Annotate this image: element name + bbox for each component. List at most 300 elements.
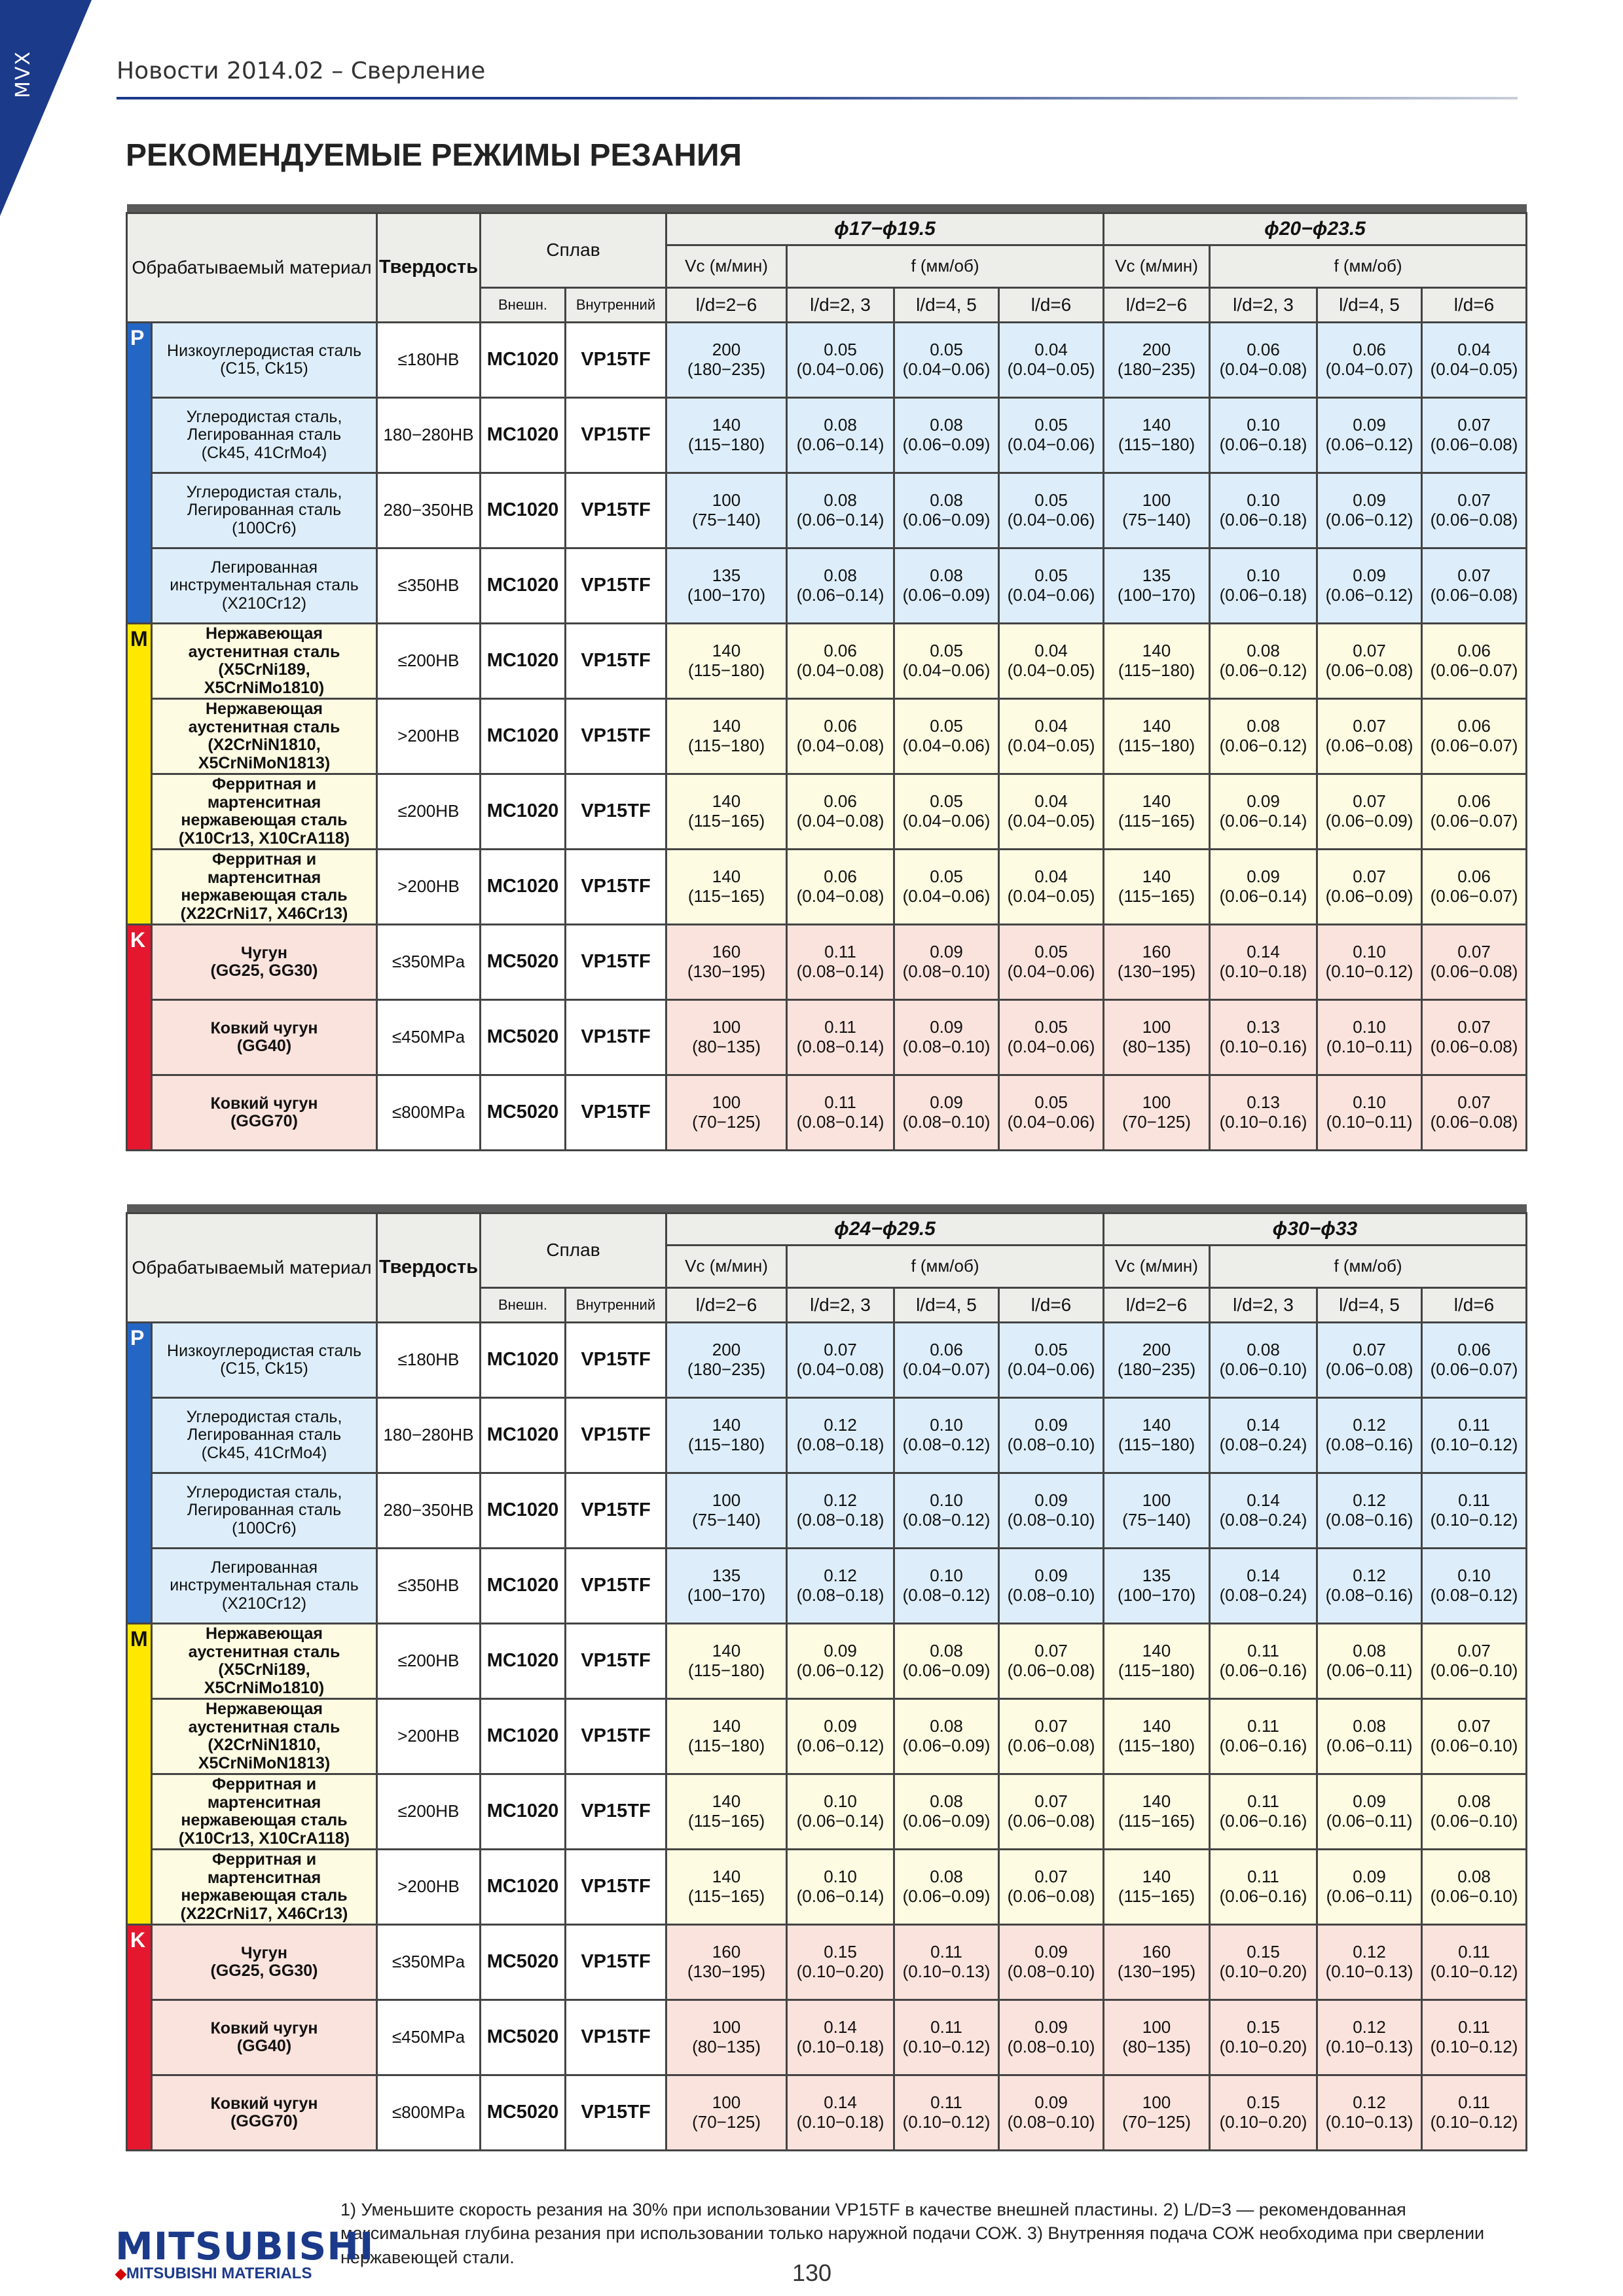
material-line: Углеродистая сталь, [186,1407,342,1426]
value-range: (0.06−0.11) [1326,1660,1413,1680]
value-range: (0.08−0.10) [1007,2037,1095,2056]
value-range: (0.06−0.18) [1219,435,1307,454]
value-main: 0.08 [930,1791,963,1812]
hardness-value: ≤350HB [377,1549,481,1624]
value-cell [999,774,1104,850]
value-range: (0.04−0.06) [1007,1037,1095,1056]
page-number: 130 [792,2259,832,2286]
material-line: Нержавеющая [205,1624,323,1643]
header-internal: Внутренний [566,1288,666,1323]
value-range: (0.06−0.07) [1430,1359,1518,1379]
material-line: Низкоуглеродистая сталь [167,341,361,360]
value-main: 140 [712,716,741,736]
material-line: Легированная [210,1558,318,1577]
value-cell [787,398,894,473]
value-main: 0.08 [930,1867,963,1887]
value-cell [1104,1925,1210,2000]
value-cell [1104,1850,1210,1925]
value-main: 0.11 [930,1942,962,1962]
value-range: (180−235) [687,1359,766,1379]
value-range: (0.04−0.06) [902,886,991,906]
value-main: 0.15 [824,1942,857,1962]
value-range: (100−170) [1117,1585,1196,1605]
value-main: 0.10 [930,1415,963,1435]
table-row [127,925,1527,1000]
value-main: 0.09 [1247,791,1280,812]
grade-external: MC1020 [481,1398,566,1473]
value-range: (0.06−0.07) [1430,660,1518,680]
value-cell [1422,1075,1527,1151]
value-cell [1210,1850,1317,1925]
value-main: 0.08 [930,565,963,586]
value-range: (100−170) [687,585,766,605]
value-cell [1317,1473,1422,1549]
value-main: 0.08 [1457,1867,1491,1887]
value-cell [1104,323,1210,398]
header-hardness: Твердость [377,1213,481,1323]
value-main: 0.12 [1353,1566,1386,1586]
value-range: (0.06−0.18) [1219,585,1307,605]
hardness-value: 280−350HB [377,1473,481,1549]
value-range: (0.08−0.10) [1007,1510,1095,1530]
hardness-value: ≤200HB [377,624,481,699]
value-range: (0.06−0.09) [902,510,991,529]
header-vc: Vc (м/мин) [666,245,787,288]
value-main: 140 [712,415,741,435]
value-cell [1422,2000,1527,2075]
value-main: 0.06 [1457,716,1491,736]
value-main: 0.06 [1247,340,1280,360]
value-range: (0.08−0.24) [1219,1435,1307,1454]
value-range: (0.06−0.10) [1430,1660,1518,1680]
value-range: (0.10−0.13) [1325,1962,1413,1981]
grade-internal: VP15TF [566,1850,666,1925]
value-range: (0.08−0.18) [796,1585,884,1605]
material-line: Ферритная и [211,1775,317,1793]
side-tab-label: MVX [12,50,35,98]
value-range: (115−165) [1118,811,1195,831]
value-cell [787,850,894,925]
value-cell [1210,1699,1317,1774]
value-cell [1210,1323,1317,1398]
value-main: 0.11 [1247,1867,1279,1887]
value-main: 0.12 [1353,1490,1386,1511]
value-main: 160 [1142,1942,1171,1962]
header-ld2: l/d=2, 3 [1210,288,1317,323]
material-line: Ковкий чугун [210,2018,318,2037]
value-range: (0.08−0.10) [1007,1435,1095,1454]
header-alloy: Сплав [481,1213,666,1288]
value-main: 0.12 [824,1566,857,1586]
grade-external: MC1020 [481,1549,566,1624]
value-cell [666,1000,787,1075]
material-name [152,2075,377,2151]
value-main: 0.06 [824,867,857,887]
material-line: инструментальная сталь [170,576,359,595]
value-range: (0.06−0.14) [796,435,884,454]
value-main: 0.09 [1034,1415,1068,1435]
value-main: 0.12 [1353,2092,1386,2113]
header-material: Обрабатываемый материал [127,1213,377,1323]
value-cell [1210,1398,1317,1473]
value-cell [666,624,787,699]
value-range: (0.06−0.10) [1430,1811,1518,1831]
value-main: 0.04 [1034,791,1068,812]
value-cell [666,1624,787,1699]
value-cell [999,2075,1104,2151]
material-line: Ферритная и [211,850,317,869]
value-cell [1104,774,1210,850]
grade-external: MC5020 [481,2000,566,2075]
page-title: РЕКОМЕНДУЕМЫЕ РЕЖИМЫ РЕЗАНИЯ [126,138,742,173]
material-line: Легированная [210,558,318,577]
material-group-k: K [127,1925,152,2151]
value-cell [1210,1075,1317,1151]
grade-internal: VP15TF [566,624,666,699]
value-range: (75−140) [692,510,761,529]
material-line: (X22CrNi17, X46Cr13) [180,904,348,923]
value-range: (0.10−0.12) [1430,2037,1518,2056]
grade-internal: VP15TF [566,850,666,925]
value-cell [1104,1774,1210,1850]
value-cell [1210,774,1317,850]
header-ld4: l/d=6 [999,1288,1104,1323]
material-line: Ковкий чугун [210,1094,318,1113]
grade-external: MC1020 [481,699,566,774]
value-range: (0.04−0.06) [902,811,991,831]
value-main: 0.11 [930,2017,962,2037]
value-main: 0.07 [1353,716,1386,736]
value-range: (0.04−0.07) [1325,359,1413,379]
value-main: 0.08 [930,415,963,435]
header-diameter-range-1: ϕ17−ϕ19.5 [666,213,1104,245]
material-line: Легированная сталь [187,425,342,444]
value-range: (0.08−0.10) [902,1037,991,1056]
value-range: (0.04−0.05) [1007,660,1095,680]
value-cell [787,1850,894,1925]
value-cell [787,473,894,548]
value-main: 0.09 [1247,867,1280,887]
grade-internal: VP15TF [566,398,666,473]
value-cell [1422,2075,1527,2151]
material-line: нержавеющая сталь [181,811,348,829]
value-cell [999,323,1104,398]
corner-tab [0,0,92,216]
value-cell [1104,925,1210,1000]
value-main: 0.09 [824,1641,857,1661]
table-row [127,1925,1527,2000]
material-name [152,323,377,398]
value-range: (0.08−0.24) [1219,1585,1307,1605]
material-line: Нержавеющая [205,624,323,643]
grade-external: MC1020 [481,1624,566,1699]
value-cell [999,398,1104,473]
value-range: (0.06−0.18) [1219,510,1307,529]
value-range: (115−180) [687,1435,765,1454]
material-line: (C15, Ck15) [220,359,308,378]
value-main: 140 [1142,1867,1171,1887]
value-main: 100 [1142,1490,1171,1511]
header-vc: Vc (м/мин) [666,1246,787,1288]
value-main: 0.10 [1247,415,1280,435]
value-main: 160 [1142,942,1171,962]
value-main: 140 [1142,1791,1171,1812]
material-line: мартенситная [207,868,321,887]
value-main: 140 [1142,867,1171,887]
value-range: (180−235) [1117,1359,1196,1379]
value-cell [1104,2075,1210,2151]
value-cell [1317,1699,1422,1774]
value-range: (0.06−0.14) [796,585,884,605]
material-line: инструментальная сталь [170,1576,359,1595]
value-range: (115−180) [1118,1435,1195,1454]
value-cell [999,1000,1104,1075]
value-main: 0.09 [930,1092,963,1113]
value-range: (0.04−0.06) [1007,1359,1095,1379]
material-line: мартенситная [207,1868,321,1887]
value-range: (75−140) [692,1510,761,1530]
table-row [127,699,1527,774]
hardness-value: 180−280HB [377,398,481,473]
value-cell [894,774,999,850]
value-range: (0.10−0.13) [1325,2112,1413,2132]
hardness-value: ≤200HB [377,774,481,850]
value-cell [1210,2075,1317,2151]
grade-internal: VP15TF [566,774,666,850]
value-range: (0.08−0.16) [1325,1510,1413,1530]
value-cell [787,1398,894,1473]
header-ld2: l/d=2, 3 [787,288,894,323]
material-name [152,1075,377,1151]
value-range: (0.08−0.18) [796,1435,884,1454]
table-top-bar [127,1204,1527,1213]
value-main: 0.06 [930,1340,963,1360]
material-line: (X22CrNi17, X46Cr13) [180,1904,348,1923]
value-range: (0.06−0.11) [1326,1736,1413,1755]
value-cell [999,473,1104,548]
value-main: 140 [712,791,741,812]
material-line: Чугун [241,943,287,962]
value-main: 200 [712,1340,741,1360]
header-diameter-range-2: ϕ30−ϕ33 [1104,1213,1527,1246]
material-line: аустенитная сталь [188,642,340,661]
value-main: 0.11 [1458,1490,1490,1511]
table-row [127,1000,1527,1075]
value-main: 135 [712,1566,741,1586]
value-cell [1104,2000,1210,2075]
value-range: (0.08−0.14) [796,1037,884,1056]
value-main: 0.09 [930,942,963,962]
value-main: 140 [1142,791,1171,812]
hardness-value: 180−280HB [377,1398,481,1473]
value-cell [666,1473,787,1549]
value-cell [666,1549,787,1624]
header-ld3: l/d=4, 5 [894,1288,999,1323]
value-range: (0.04−0.08) [796,811,884,831]
material-line: X5CrNiMoN1813) [198,753,331,772]
value-cell [999,1850,1104,1925]
value-main: 140 [712,1716,741,1736]
hardness-value: ≤450MPa [377,2000,481,2075]
value-main: 140 [712,1791,741,1812]
material-line: аустенитная сталь [188,717,340,736]
value-cell [894,323,999,398]
value-range: (0.06−0.08) [1430,1112,1518,1132]
value-range: (115−165) [1118,1811,1195,1831]
value-main: 0.04 [1034,340,1068,360]
table-row [127,398,1527,473]
value-range: (0.06−0.14) [796,1811,884,1831]
material-line: мартенситная [207,793,321,812]
header-ld4: l/d=6 [1422,288,1527,323]
material-group-k: K [127,925,152,1151]
table-row [127,323,1527,398]
value-main: 100 [1142,2017,1171,2037]
value-cell [1317,925,1422,1000]
value-cell [1317,850,1422,925]
value-range: (0.06−0.14) [796,510,884,529]
value-cell [666,774,787,850]
material-name [152,398,377,473]
value-main: 0.11 [1247,1641,1279,1661]
header-internal: Внутренний [566,288,666,323]
grade-external: MC1020 [481,1323,566,1398]
value-main: 0.06 [1353,340,1386,360]
value-cell [1422,323,1527,398]
value-main: 0.07 [1034,1867,1068,1887]
value-cell [1104,699,1210,774]
grade-internal: VP15TF [566,1473,666,1549]
value-range: (0.04−0.08) [796,886,884,906]
value-range: (0.10−0.12) [902,2112,991,2132]
value-cell [1210,323,1317,398]
hardness-value: ≤350HB [377,548,481,624]
value-range: (0.10−0.12) [1430,1962,1518,1981]
value-range: (0.06−0.07) [1430,736,1518,755]
value-main: 135 [1142,565,1171,586]
value-cell [1317,774,1422,850]
value-main: 200 [1142,340,1171,360]
material-line: (GGG70) [230,1112,298,1130]
value-range: (0.10−0.20) [1219,1962,1307,1981]
value-cell [894,1323,999,1398]
value-cell [1422,1549,1527,1624]
value-range: (0.06−0.09) [1325,886,1413,906]
material-line: (X2CrNiN1810, [208,736,321,754]
value-cell [666,925,787,1000]
value-cell [894,1925,999,2000]
table-row [127,1850,1527,1925]
grade-external: MC5020 [481,2075,566,2151]
value-range: (115−165) [687,886,765,906]
value-main: 100 [1142,2092,1171,2113]
value-cell [666,1774,787,1850]
value-cell [1317,1398,1422,1473]
value-main: 100 [712,1017,741,1037]
value-range: (0.10−0.11) [1326,1112,1413,1132]
table-row [127,1398,1527,1473]
value-cell [787,1699,894,1774]
value-range: (0.10−0.18) [796,2112,884,2132]
material-line: (GG40) [236,1037,292,1055]
value-cell [666,1925,787,2000]
value-range: (0.06−0.12) [1325,435,1413,454]
value-cell [1317,2075,1422,2151]
header-ld2: l/d=2, 3 [1210,1288,1317,1323]
grade-external: MC1020 [481,1774,566,1850]
hardness-value: ≤350MPa [377,925,481,1000]
value-range: (100−170) [687,1585,766,1605]
grade-internal: VP15TF [566,473,666,548]
value-range: (0.10−0.13) [1325,2037,1413,2056]
value-range: (0.06−0.07) [1430,886,1518,906]
value-cell [1317,473,1422,548]
value-main: 0.14 [1247,1566,1280,1586]
hardness-value: ≤200HB [377,1774,481,1850]
value-main: 200 [712,340,741,360]
value-main: 100 [712,490,741,511]
value-main: 0.10 [1247,490,1280,511]
value-range: (0.06−0.07) [1430,811,1518,831]
value-main: 0.07 [1457,1017,1491,1037]
header-ld3: l/d=4, 5 [1317,288,1422,323]
value-main: 0.07 [1457,490,1491,511]
value-cell [1210,1000,1317,1075]
hardness-value: ≤800MPa [377,2075,481,2151]
header-ld1: l/d=2−6 [666,288,787,323]
value-cell [1104,850,1210,925]
value-range: (0.06−0.08) [1007,1736,1095,1755]
grade-external: MC1020 [481,473,566,548]
value-range: (0.06−0.08) [1007,1886,1095,1906]
value-main: 0.09 [1353,490,1386,511]
value-range: (0.06−0.16) [1219,1736,1307,1755]
value-range: (0.06−0.10) [1430,1886,1518,1906]
value-main: 0.04 [1034,641,1068,661]
value-main: 0.11 [1458,2092,1490,2113]
value-cell [787,323,894,398]
value-main: 0.08 [930,1641,963,1661]
value-main: 0.08 [1247,716,1280,736]
value-cell [1317,624,1422,699]
material-line: нержавеющая сталь [181,1811,348,1829]
grade-external: MC5020 [481,1075,566,1151]
grade-external: MC1020 [481,1850,566,1925]
value-range: (0.08−0.12) [902,1510,991,1530]
value-cell [1210,1473,1317,1549]
value-main: 0.05 [930,340,963,360]
value-main: 0.08 [1457,1791,1491,1812]
value-main: 100 [1142,490,1171,511]
value-range: (0.06−0.08) [1430,510,1518,529]
value-range: (180−235) [1117,359,1196,379]
value-main: 140 [712,1415,741,1435]
value-range: (80−135) [1122,1037,1191,1056]
header-feed: f (мм/об) [787,245,1104,288]
value-cell [1317,1323,1422,1398]
value-cell [666,548,787,624]
value-range: (130−195) [687,961,766,981]
value-cell [1422,774,1527,850]
value-range: (0.06−0.08) [1325,660,1413,680]
value-cell [1104,1699,1210,1774]
hardness-value: >200HB [377,699,481,774]
value-main: 0.04 [1034,867,1068,887]
material-line: (Ck45, 41CrMo4) [201,1443,327,1462]
grade-external: MC1020 [481,323,566,398]
material-name [152,1624,377,1699]
material-line: Чугун [241,1943,287,1962]
